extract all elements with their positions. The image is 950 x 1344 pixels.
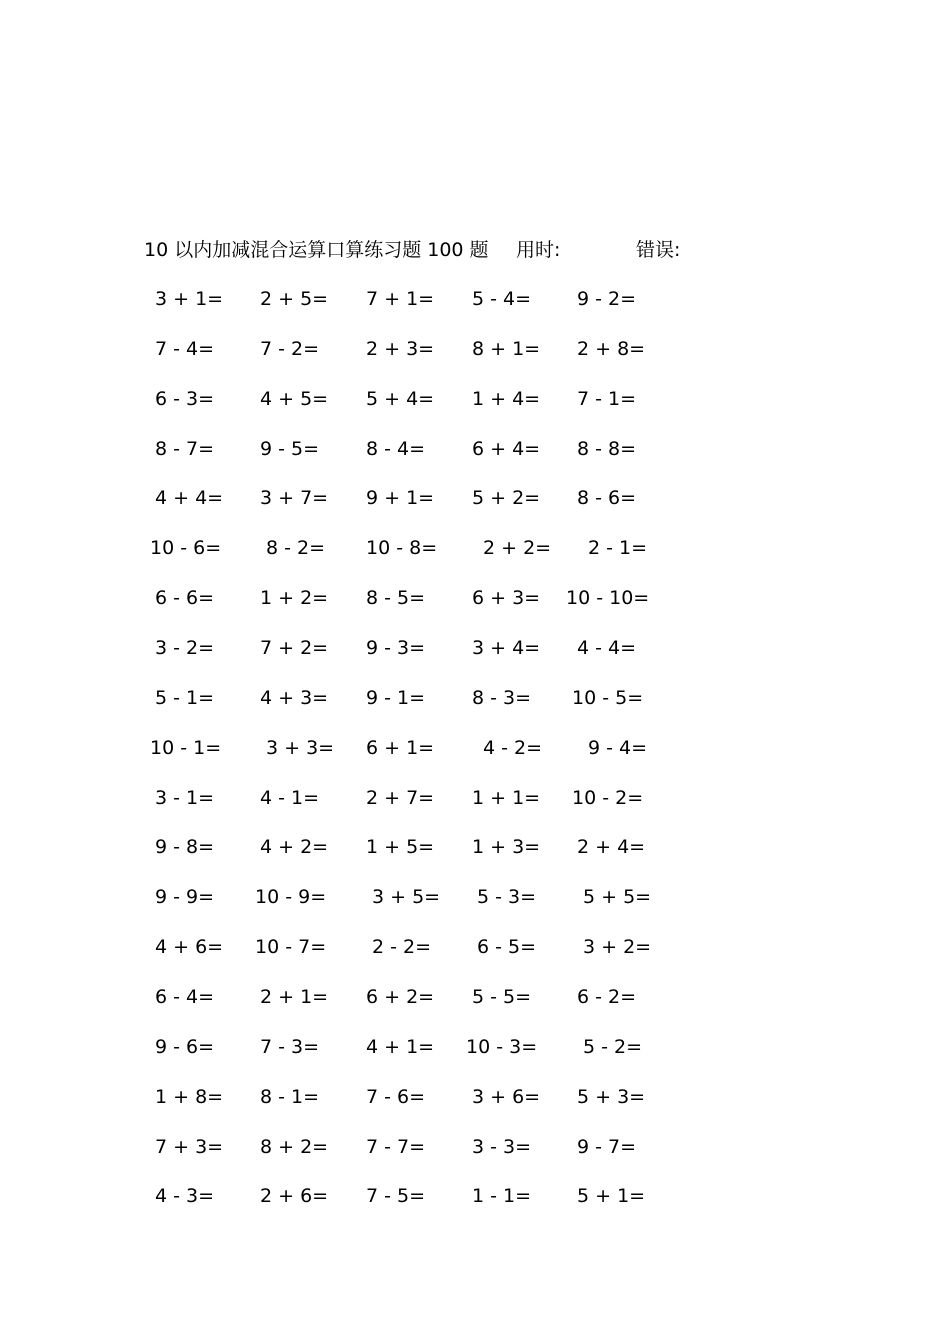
problem-item: 6 - 2= <box>577 985 637 1008</box>
problem-item: 4 + 2= <box>260 836 329 859</box>
problem-item: 10 - 1= <box>150 736 222 759</box>
problem-item: 10 - 3= <box>466 1035 538 1058</box>
problem-item: 7 - 3= <box>260 1035 320 1058</box>
problem-item: 2 - 2= <box>372 936 432 959</box>
problem-item: 6 + 1= <box>366 736 435 759</box>
problem-item: 4 + 4= <box>155 487 224 510</box>
problem-row <box>0 434 950 464</box>
problem-row <box>0 882 950 912</box>
problem-item: 9 - 1= <box>366 686 426 709</box>
problem-row <box>0 1132 950 1162</box>
problem-item: 3 + 1= <box>155 288 224 310</box>
problem-row <box>0 932 950 962</box>
problem-item: 5 - 4= <box>472 288 532 310</box>
problem-item: 1 - 1= <box>472 1185 532 1208</box>
problem-item: 10 - 5= <box>572 686 644 709</box>
problem-item: 2 + 3= <box>366 337 435 360</box>
worksheet-title: 10 以内加减混合运算口算练习题 100 题 <box>144 239 489 261</box>
problem-row <box>0 683 950 713</box>
problem-item: 7 - 5= <box>366 1185 426 1208</box>
problem-item: 4 + 5= <box>260 387 329 410</box>
problem-item: 9 - 8= <box>155 836 215 859</box>
problem-item: 1 + 1= <box>472 786 541 809</box>
problem-item: 9 + 1= <box>366 487 435 510</box>
problem-item: 10 - 6= <box>150 537 222 560</box>
problem-item: 4 - 2= <box>483 736 543 759</box>
problem-item: 7 - 6= <box>366 1085 426 1108</box>
problem-item: 8 - 8= <box>577 437 637 460</box>
problem-item: 8 - 2= <box>266 537 326 560</box>
problem-item: 10 - 7= <box>255 936 327 959</box>
problem-item: 5 + 1= <box>577 1185 646 1208</box>
problem-item: 7 + 2= <box>260 637 329 659</box>
problem-item: 9 - 7= <box>577 1135 637 1158</box>
problem-item: 9 - 5= <box>260 437 320 460</box>
problem-item: 4 - 1= <box>260 786 320 809</box>
problem-item: 1 + 5= <box>366 836 435 859</box>
problem-item: 2 + 1= <box>260 985 329 1008</box>
problem-item: 7 - 7= <box>366 1135 426 1158</box>
problem-item: 3 + 4= <box>472 637 541 659</box>
problem-item: 2 + 4= <box>577 836 646 859</box>
problem-item: 10 - 10= <box>566 587 650 610</box>
problem-item: 1 + 4= <box>472 387 541 410</box>
problem-row <box>0 583 950 613</box>
problem-item: 7 - 1= <box>577 387 637 410</box>
problem-item: 3 + 6= <box>472 1085 541 1108</box>
problem-item: 5 - 1= <box>155 686 215 709</box>
problem-row <box>0 384 950 414</box>
problem-item: 8 + 1= <box>472 337 541 360</box>
problem-row <box>0 1082 950 1112</box>
problem-item: 7 + 3= <box>155 1135 224 1158</box>
problem-row <box>0 633 950 663</box>
problem-item: 8 - 1= <box>260 1085 320 1108</box>
problem-item: 5 - 3= <box>477 886 537 909</box>
problem-item: 8 - 3= <box>472 686 532 709</box>
problem-item: 1 + 2= <box>260 587 329 610</box>
problem-row <box>0 483 950 513</box>
problem-item: 2 + 2= <box>483 537 552 560</box>
problem-item: 9 - 4= <box>588 736 648 759</box>
problem-item: 8 + 2= <box>260 1135 329 1158</box>
problem-item: 4 + 6= <box>155 936 224 959</box>
time-label: 用时: <box>516 239 561 261</box>
error-label: 错误: <box>636 239 681 261</box>
problem-item: 3 + 3= <box>266 736 335 759</box>
problem-row <box>0 733 950 763</box>
problem-item: 6 + 2= <box>366 985 435 1008</box>
problem-item: 4 - 4= <box>577 637 637 659</box>
problem-item: 5 + 4= <box>366 387 435 410</box>
problem-item: 5 + 3= <box>577 1085 646 1108</box>
problem-item: 4 + 1= <box>366 1035 435 1058</box>
problem-item: 7 + 1= <box>366 288 435 310</box>
problem-item: 5 + 2= <box>472 487 541 510</box>
problem-row <box>0 783 950 813</box>
problem-item: 3 - 1= <box>155 786 215 809</box>
problem-item: 5 - 2= <box>583 1035 643 1058</box>
problem-item: 1 + 3= <box>472 836 541 859</box>
problem-item: 9 - 9= <box>155 886 215 909</box>
problem-item: 5 - 5= <box>472 985 532 1008</box>
problem-item: 9 - 2= <box>577 288 637 310</box>
problem-row <box>0 1032 950 1062</box>
problem-item: 6 + 4= <box>472 437 541 460</box>
problem-item: 8 - 4= <box>366 437 426 460</box>
problem-row <box>0 334 950 364</box>
problem-item: 7 - 2= <box>260 337 320 360</box>
problem-item: 3 - 2= <box>155 637 215 659</box>
problem-item: 7 - 4= <box>155 337 215 360</box>
problem-item: 1 + 8= <box>155 1085 224 1108</box>
problem-item: 3 + 7= <box>260 487 329 510</box>
problem-item: 3 - 3= <box>472 1135 532 1158</box>
problem-row <box>0 284 950 314</box>
problem-item: 9 - 3= <box>366 637 426 659</box>
problem-row <box>0 533 950 563</box>
problem-item: 4 + 3= <box>260 686 329 709</box>
problem-item: 4 - 3= <box>155 1185 215 1208</box>
problem-item: 10 - 2= <box>572 786 644 809</box>
problem-item: 2 - 1= <box>588 537 648 560</box>
problem-item: 6 + 3= <box>472 587 541 610</box>
problem-item: 8 - 6= <box>577 487 637 510</box>
problem-item: 10 - 9= <box>255 886 327 909</box>
problem-row <box>0 1181 950 1211</box>
problem-row <box>0 832 950 862</box>
problem-item: 3 + 2= <box>583 936 652 959</box>
problem-item: 6 - 6= <box>155 587 215 610</box>
problem-item: 8 - 7= <box>155 437 215 460</box>
problem-item: 6 - 5= <box>477 936 537 959</box>
problem-item: 6 - 4= <box>155 985 215 1008</box>
problem-item: 2 + 5= <box>260 288 329 310</box>
problem-item: 10 - 8= <box>366 537 438 560</box>
problem-item: 8 - 5= <box>366 587 426 610</box>
problem-item: 9 - 6= <box>155 1035 215 1058</box>
problem-item: 2 + 8= <box>577 337 646 360</box>
problem-item: 5 + 5= <box>583 886 652 909</box>
problem-item: 2 + 7= <box>366 786 435 809</box>
problem-item: 3 + 5= <box>372 886 441 909</box>
problem-item: 6 - 3= <box>155 387 215 410</box>
problem-row <box>0 982 950 1012</box>
problem-item: 2 + 6= <box>260 1185 329 1208</box>
